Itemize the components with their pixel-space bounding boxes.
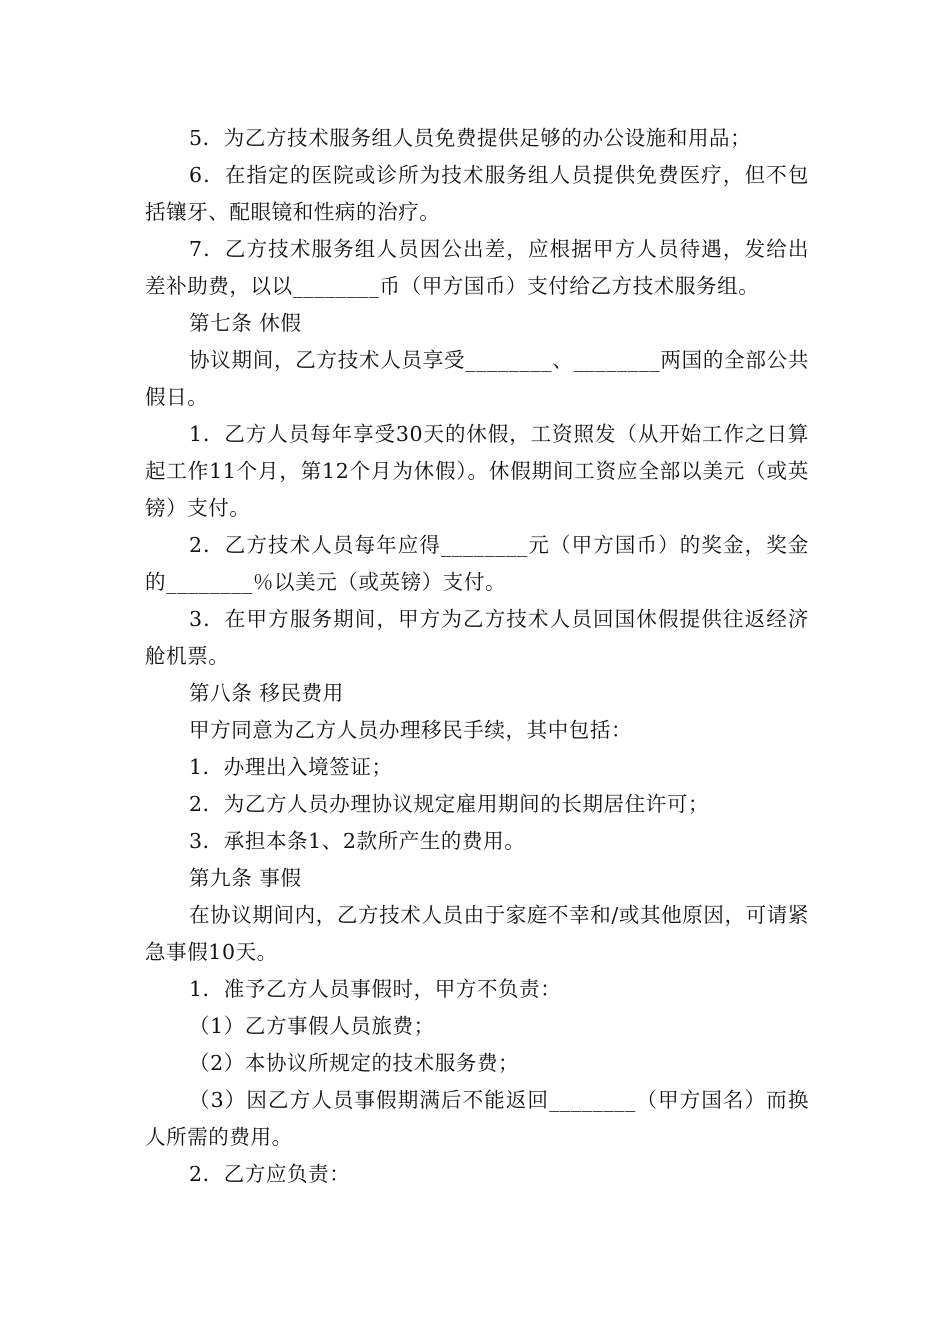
clause-8-3-costs: 3．承担本条1、2款所产生的费用。 bbox=[189, 829, 526, 853]
article-9-intro: 在协议期间内，乙方技术人员由于家庭不幸和/或其他原因，可请紧急事假10天。 bbox=[145, 903, 809, 964]
clause-9-1-party-a-not-responsible: 1．准予乙方人员事假时，甲方不负责： bbox=[189, 977, 562, 1001]
clause-6-7-travel-allowance: 7．乙方技术服务组人员因公出差，应根据甲方人员待遇，发给出差补助费，以以________币（甲方国币）支付给乙方技术服务组。 bbox=[145, 237, 809, 298]
article-9-heading: 第九条 事假 bbox=[189, 866, 302, 890]
article-8-intro: 甲方同意为乙方人员办理移民手续，其中包括： bbox=[189, 718, 633, 742]
clause-9-1-item-2: （2）本协议所规定的技术服务费； bbox=[189, 1051, 520, 1075]
clause-9-1-item-3: （3）因乙方人员事假期满后不能返回________（甲方国名）而换人所需的费用。 bbox=[145, 1088, 809, 1149]
clause-7-1-annual-leave: 1．乙方人员每年享受30天的休假，工资照发（从开始工作之日算起工作11个月，第12个月为休假）。休假期间工资应全部以美元（或英镑）支付。 bbox=[145, 422, 809, 520]
article-7-intro: 协议期间，乙方技术人员享受________、________两国的全部公共假日。 bbox=[145, 348, 809, 409]
clause-7-3-air-tickets: 3．在甲方服务期间，甲方为乙方技术人员回国休假提供往返经济舱机票。 bbox=[145, 607, 809, 668]
article-8-heading: 第八条 移民费用 bbox=[189, 681, 344, 705]
clause-6-6-free-medical: 6．在指定的医院或诊所为技术服务组人员提供免费医疗，但不包括镶牙、配眼镜和性病的治疗。 bbox=[145, 163, 809, 224]
article-7-heading: 第七条 休假 bbox=[189, 311, 302, 335]
clause-6-5-office-facilities: 5．为乙方技术服务组人员免费提供足够的办公设施和用品； bbox=[189, 126, 752, 150]
clause-7-2-bonus: 2．乙方技术人员每年应得________元（甲方国币）的奖金，奖金的________％以美元（或英镑）支付。 bbox=[145, 533, 809, 594]
clause-9-1-item-1: （1）乙方事假人员旅费； bbox=[189, 1014, 435, 1038]
clause-9-2-party-b-responsible: 2．乙方应负责： bbox=[189, 1162, 351, 1186]
clause-8-1-visa: 1．办理出入境签证； bbox=[189, 755, 393, 779]
clause-8-2-residence-permit: 2．为乙方人员办理协议规定雇用期间的长期居住许可； bbox=[189, 792, 710, 816]
document-page bbox=[145, 120, 809, 1193]
